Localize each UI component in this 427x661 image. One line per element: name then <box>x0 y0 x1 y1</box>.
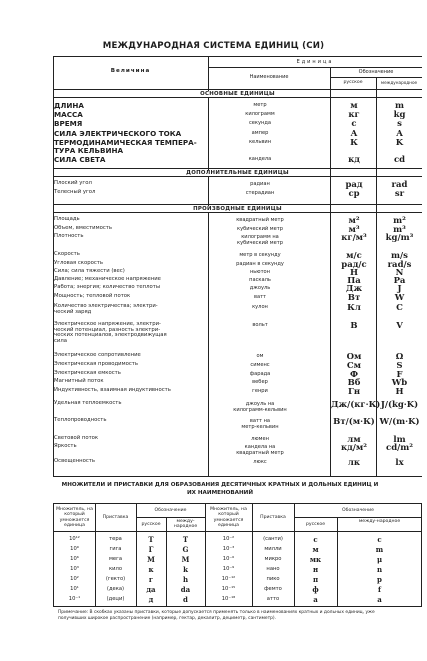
unit-name: генри <box>252 388 268 394</box>
international-symbol: sr <box>394 189 405 199</box>
unit-name: люкс <box>253 459 267 465</box>
international-symbol: W/(m·K) <box>379 417 420 427</box>
quantity-name: Удельная теплоемкость <box>54 400 122 406</box>
prefix-name: тера <box>109 536 122 542</box>
section-basic: ОСНОВНЫЕ ЕДИНИЦЫ <box>53 89 422 98</box>
quantity-name: Магнитный поток <box>54 378 104 384</box>
header-name: Наименование <box>249 74 289 80</box>
quantity-name: Теплопроводность <box>54 417 107 423</box>
prefix-header-designation-left: Обозначение <box>154 508 187 513</box>
prefix-multiplier: 10⁹ <box>70 546 79 552</box>
prefix-multiplier: 10³ <box>70 566 79 572</box>
prefix-international-symbol: m <box>375 545 384 554</box>
quantity-name: сила <box>54 337 67 344</box>
header-russian: русское <box>343 80 363 85</box>
prefix-multiplier: 10⁻⁶ <box>222 556 235 562</box>
prefix-international-symbol: μ <box>376 555 383 564</box>
unit-name: радиан в секунду <box>236 261 284 267</box>
russian-symbol: кд <box>348 155 360 165</box>
russian-symbol: рад/с <box>341 260 367 270</box>
prefix-russian-symbol: Г <box>148 545 154 554</box>
russian-symbol: Ом <box>346 352 362 362</box>
prefix-name: (гекто) <box>105 576 126 582</box>
unit-name: джоуль на <box>245 401 275 407</box>
russian-symbol: рад <box>345 180 363 190</box>
prefix-multiplier: 10⁻¹ <box>68 596 81 602</box>
prefix-international-symbol: h <box>182 575 189 584</box>
russian-symbol: Дж/(кг·К) <box>331 400 381 410</box>
unit-name: килограмм на <box>241 234 279 240</box>
prefix-multiplier: 10² <box>70 576 79 582</box>
prefix-header-international-left: между-народное <box>173 519 198 530</box>
quantity-name: Электрическая проводимость <box>54 361 138 367</box>
quantity-name: Плотность <box>54 233 84 239</box>
russian-symbol: Па <box>347 276 361 286</box>
international-symbol: H <box>395 387 404 397</box>
russian-symbol: Вб <box>347 378 361 388</box>
quantity-name: Давление; механическое напряжение <box>54 276 161 282</box>
quantity-name: МАССА <box>54 110 83 119</box>
quantity-name: ТЕРМОДИНАМИЧЕСКАЯ ТЕМПЕРА- <box>54 138 197 147</box>
quantity-name: Электрическое напряжение, электри- <box>54 321 161 327</box>
header-unit: Единица <box>296 59 334 65</box>
prefix-header-international-right: между-народное <box>358 519 401 524</box>
russian-symbol: Вт <box>347 293 361 303</box>
units-table-header <box>53 56 422 90</box>
unit-name: кулон <box>252 304 268 310</box>
russian-symbol: Кл <box>347 303 361 313</box>
russian-symbol: лм <box>347 435 361 445</box>
russian-symbol: См <box>346 361 362 371</box>
prefix-multiplier: 10⁻⁹ <box>222 566 235 572</box>
unit-name: секунда <box>249 120 271 126</box>
quantity-name: Электрическое сопротивление <box>54 352 141 358</box>
prefix-russian-symbol: п <box>312 575 319 584</box>
unit-name: радиан <box>250 181 270 187</box>
unit-name: ампер <box>251 130 269 136</box>
prefix-multiplier: 10⁻³ <box>222 546 235 552</box>
prefix-international-symbol: T <box>182 535 189 544</box>
unit-name: квадратный метр <box>236 217 284 223</box>
quantity-name: Количество электричества; электри- <box>54 303 158 309</box>
prefix-international-symbol: da <box>180 585 191 594</box>
quantity-name: Световой поток <box>54 435 99 441</box>
unit-name: ом <box>256 353 264 359</box>
russian-symbol: Н <box>349 268 359 278</box>
russian-symbol: ср <box>348 189 360 199</box>
prefix-russian-symbol: Т <box>148 535 154 544</box>
prefix-multiplier: 10⁶ <box>70 556 79 562</box>
international-symbol: J/(kg·K) <box>380 400 419 410</box>
unit-name: ватт на <box>249 418 271 424</box>
prefix-russian-symbol: мк <box>309 555 322 564</box>
prefix-russian-symbol: а <box>313 595 318 604</box>
unit-name: метр <box>253 102 267 108</box>
russian-symbol: м³ <box>348 225 360 235</box>
quantity-name: ческий потенциал, разность электри- <box>54 326 161 333</box>
international-symbol: kg/m³ <box>385 233 414 243</box>
unit-name-line2: квадратный метр <box>236 449 284 456</box>
international-symbol: rad <box>391 180 408 190</box>
footnote: Примечание: В скобках указаны приставки, которые допускается применять только в наименованиях кратных и дольных единиц, уже получивших широкое распространение (например, гектар, декалитр, дециметр, сантиметр). <box>58 610 375 621</box>
prefix-international-symbol: f <box>377 585 381 594</box>
international-symbol: m² <box>393 216 406 226</box>
prefix-international-symbol: a <box>377 595 382 604</box>
prefix-russian-symbol: с <box>313 535 318 544</box>
prefix-name: микро <box>264 556 282 562</box>
quantity-name: Угловая скорость <box>54 260 103 266</box>
international-symbol: m/s <box>391 251 408 261</box>
unit-name: джоуль <box>249 285 271 291</box>
russian-symbol: с <box>351 119 357 129</box>
header-designation: Обозначение <box>358 69 394 75</box>
russian-symbol: лк <box>347 458 361 468</box>
quantity-name: Сила; сила тяжести (вес) <box>54 268 125 274</box>
prefix-multiplier: 10⁻¹⁵ <box>221 586 236 592</box>
international-symbol: cd <box>393 155 406 165</box>
prefix-name: пико <box>266 576 280 582</box>
prefix-table <box>53 503 422 607</box>
russian-symbol: м <box>350 101 358 111</box>
international-symbol: m³ <box>393 225 406 235</box>
prefix-multiplier: 10¹ <box>70 586 79 592</box>
international-symbol: Pa <box>393 276 406 286</box>
unit-name: стерадиан <box>245 190 275 196</box>
international-symbol: Ω <box>395 352 404 362</box>
quantity-name: Плоский угол <box>54 180 92 186</box>
international-symbol: W <box>394 293 405 303</box>
quantity-name: Площадь <box>54 216 80 222</box>
section-derived: ПРОИЗВОДНЫЕ ЕДИНИЦЫ <box>53 204 422 213</box>
unit-name: фарада <box>249 371 271 377</box>
prefix-international-symbol: c <box>377 535 382 544</box>
russian-symbol: м/с <box>346 251 362 261</box>
russian-symbol: Вт/(м·К) <box>333 417 375 427</box>
quantity-name: Объем, вместимость <box>54 225 112 231</box>
international-symbol: m <box>395 101 404 111</box>
prefix-header-russian-left: русское <box>141 522 161 527</box>
russian-symbol: К <box>350 138 358 148</box>
prefix-russian-symbol: да <box>146 585 156 594</box>
quantity-name: СИЛА СВЕТА <box>54 155 106 164</box>
quantity-name: Яркость <box>54 443 77 449</box>
unit-name: сименс <box>250 362 270 368</box>
prefix-multiplier: 10⁻¹⁸ <box>221 596 236 602</box>
international-symbol: lx <box>395 458 404 468</box>
quantity-name: СИЛА ЭЛЕКТРИЧЕСКОГО ТОКА <box>54 129 182 138</box>
unit-name-line2: кубический метр <box>237 239 283 246</box>
prefix-name: (санти) <box>263 536 283 542</box>
prefix-russian-symbol: к <box>148 565 154 574</box>
russian-symbol: кд/м² <box>340 443 367 453</box>
quantity-name: ческих потенциалов, электродвижущая <box>54 332 167 339</box>
quantity-name: Индуктивность, взаимная индуктивность <box>54 387 171 393</box>
prefix-header-russian-right: русское <box>305 522 326 527</box>
quantity-name: ВРЕМЯ <box>54 119 83 128</box>
unit-name-line2: килограмм-кельвин <box>233 406 287 413</box>
unit-name: кандела на <box>244 444 276 450</box>
page-title: МЕЖДУНАРОДНАЯ СИСТЕМА ЕДИНИЦ (СИ) <box>102 41 325 51</box>
prefix-name: нано <box>266 566 280 572</box>
russian-symbol: м² <box>348 216 360 226</box>
quantity-name: ДЛИНА <box>54 101 84 110</box>
prefix-name: атто <box>266 596 280 602</box>
prefix-russian-symbol: д <box>148 595 154 604</box>
russian-symbol: Гн <box>347 387 361 397</box>
prefix-name: гига <box>109 546 122 552</box>
prefix-multiplier: 10⁻² <box>222 536 235 542</box>
unit-name: вольт <box>252 322 268 328</box>
russian-symbol: Ф <box>349 370 359 380</box>
prefix-international-symbol: d <box>183 595 188 604</box>
russian-symbol: кг <box>348 110 360 120</box>
quantity-name: Телесный угол <box>54 189 96 195</box>
prefix-international-symbol: G <box>182 545 189 554</box>
prefix-multiplier: 10¹² <box>69 536 80 542</box>
prefix-header-prefix-right: Приставка <box>260 515 286 520</box>
prefix-russian-symbol: г <box>148 575 154 584</box>
unit-name: метр в секунду <box>239 252 281 258</box>
header-quantity: Величина <box>110 68 151 74</box>
prefix-header-multiplier-right: Множитель, на который умножается единица <box>210 507 247 528</box>
prefix-name: милли <box>264 546 282 552</box>
international-symbol: J <box>397 284 402 294</box>
prefix-name: мега <box>108 556 122 562</box>
unit-name: ньютон <box>249 269 271 275</box>
international-symbol: s <box>397 119 402 129</box>
international-symbol: K <box>395 138 404 148</box>
prefix-russian-symbol: М <box>147 555 155 564</box>
prefix-header-multiplier-left: Множитель, на который умножается единица <box>56 507 93 528</box>
russian-symbol: Дж <box>345 284 363 294</box>
quantity-name: Работа; энергия; количество теплоты <box>54 284 161 290</box>
prefix-name: кило <box>109 566 122 572</box>
prefix-international-symbol: M <box>181 555 190 564</box>
quantity-name: ТУРА КЕЛЬВИНА <box>54 145 124 155</box>
section-additional: ДОПОЛНИТЕЛЬНЫЕ ЕДИНИЦЫ <box>53 168 422 177</box>
unit-name: ватт <box>253 294 267 300</box>
russian-symbol: А <box>350 129 358 139</box>
prefix-international-symbol: p <box>377 575 382 584</box>
unit-name: кельвин <box>248 139 272 145</box>
prefix-russian-symbol: ф <box>312 585 319 594</box>
international-symbol: N <box>395 268 404 278</box>
prefix-name: (дека) <box>106 586 125 592</box>
russian-symbol: кг/м³ <box>341 233 367 243</box>
prefix-table-title: МНОЖИТЕЛИ И ПРИСТАВКИ ДЛЯ ОБРАЗОВАНИЯ ДЕСЯТИЧНЫХ КРАТНЫХ И ДОЛЬНЫХ ЕДИНИЦ И ИХ НАИМЕНОВАНИЙ <box>61 482 379 496</box>
prefix-header-designation-right: Обозначение <box>342 508 374 513</box>
quantity-name: ческий заряд <box>54 308 92 315</box>
prefix-international-symbol: k <box>183 565 188 574</box>
prefix-name: фемто <box>264 586 282 592</box>
prefix-russian-symbol: м <box>312 545 319 554</box>
international-symbol: A <box>396 129 403 139</box>
international-symbol: F <box>396 370 403 380</box>
prefix-russian-symbol: н <box>312 565 319 574</box>
unit-name: кубический метр <box>237 226 283 232</box>
header-international: международное <box>380 80 418 85</box>
international-symbol: cd/m² <box>386 443 413 453</box>
unit-name: кандела <box>248 156 272 162</box>
quantity-name: Мощность; тепловой поток <box>54 293 131 299</box>
international-symbol: Wb <box>391 378 408 388</box>
unit-name-line2: метр-кельвин <box>241 423 279 430</box>
prefix-name: (деци) <box>106 596 125 602</box>
quantity-name: Скорость <box>54 251 80 257</box>
unit-name: вебер <box>252 379 268 385</box>
quantity-name: Электрическая емкость <box>54 370 121 376</box>
unit-name: паскаль <box>249 277 271 283</box>
international-symbol: C <box>396 303 403 313</box>
prefix-international-symbol: n <box>376 565 383 574</box>
international-symbol: V <box>396 321 403 331</box>
international-symbol: S <box>396 361 403 371</box>
unit-name: люмен <box>251 436 269 442</box>
quantity-name: Освещенность <box>54 458 95 464</box>
prefix-header-prefix-left: Приставка <box>102 515 129 520</box>
international-symbol: lm <box>393 435 406 445</box>
russian-symbol: В <box>350 321 358 331</box>
unit-name: килограмм <box>245 111 275 117</box>
international-symbol: rad/s <box>387 260 412 270</box>
prefix-multiplier: 10⁻¹² <box>221 576 236 582</box>
international-symbol: kg <box>393 110 406 120</box>
